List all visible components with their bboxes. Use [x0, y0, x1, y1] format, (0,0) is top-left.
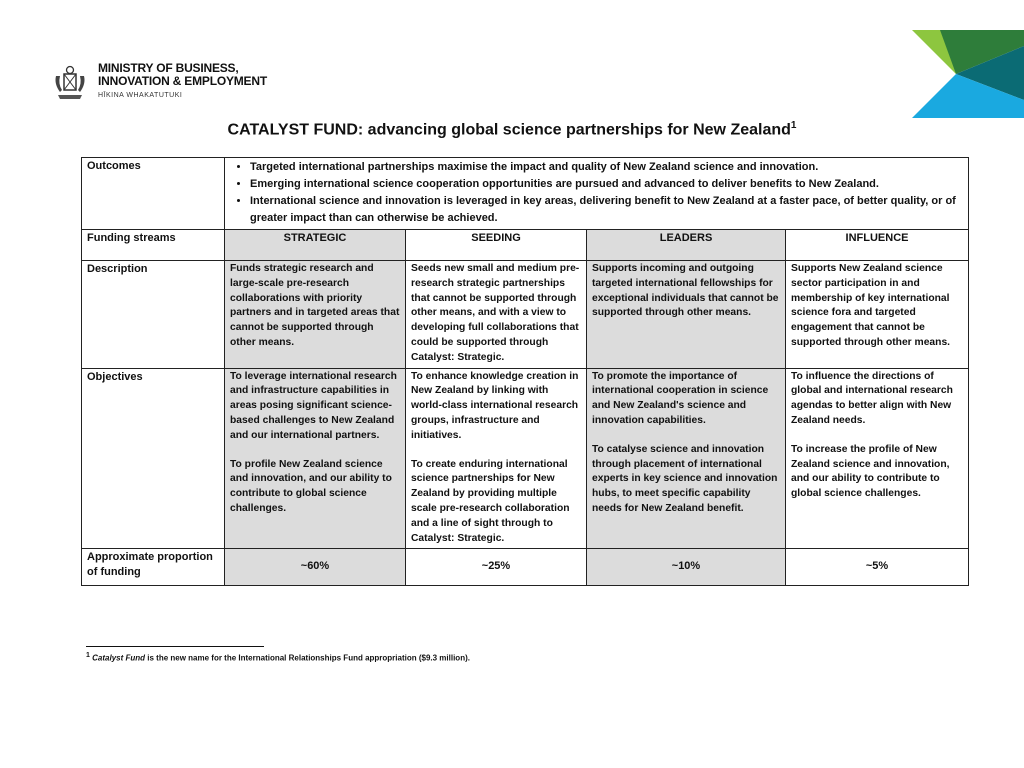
catalyst-fund-table	[81, 157, 969, 586]
proportion-influence: ~5%	[786, 549, 969, 586]
stream-seeding: SEEDING	[406, 230, 587, 261]
stream-leaders: LEADERS	[587, 230, 786, 261]
objective-text: To catalyse science and innovation through placement of international experts in key science and innovation hubs, to meet specific capability needs for New Zealand benefit.	[592, 443, 778, 514]
footnote-divider	[86, 646, 264, 647]
objective-text: To influence the directions of global and international research agendas to better align with New Zealand needs.	[791, 370, 953, 426]
description-row	[82, 261, 969, 369]
ministry-line-1: MINISTRY OF BUSINESS,	[98, 61, 239, 75]
funding-streams-row	[82, 230, 969, 261]
stream-influence: INFLUENCE	[786, 230, 969, 261]
objectives-strategic	[225, 368, 406, 549]
objective-text: To enhance knowledge creation in New Zealand by linking with world-class international research groups, infrastructure and initiatives.	[411, 370, 579, 441]
ministry-name	[98, 62, 267, 102]
objectives-label: Objectives	[82, 368, 225, 549]
title-text: CATALYST FUND: advancing global science partnerships for New Zealand	[227, 121, 791, 139]
objective-text: To promote the importance of international cooperation in science and New Zealand's science and innovation capabilities.	[592, 370, 769, 426]
footnote-ref: 1	[86, 652, 90, 659]
ministry-logo	[50, 62, 267, 102]
ministry-line-3: HĪKINA WHAKATUTUKI	[98, 92, 183, 99]
objectives-leaders	[587, 368, 786, 549]
description-influence: Supports New Zealand science sector participation in and membership of key international science fora and targeted engagement that cannot be supported through other means.	[786, 261, 969, 369]
mbie-chevron-graphic	[912, 30, 1024, 118]
objectives-row	[82, 368, 969, 549]
outcome-item: • International science and innovation is leveraged in key areas, delivering benefit to New Zealand at a faster pace, of better quality, or of greater impact than can otherwise be achieved.	[250, 193, 963, 227]
objective-text: To profile New Zealand science and innovation, and our ability to contribute to global science challenges.	[230, 458, 392, 514]
footnote-text: is the new name for the International Relationships Fund appropriation ($9.3 million).	[145, 653, 470, 663]
document-title	[0, 120, 1024, 139]
outcomes-row	[82, 158, 969, 230]
description-leaders: Supports incoming and outgoing targeted international fellowships for exceptional individuals that cannot be supported through other means.	[587, 261, 786, 369]
objectives-seeding	[406, 368, 587, 549]
outcome-item: • Emerging international science cooperation opportunities are pursued and advanced to deliver benefits to New Zealand.	[250, 176, 963, 193]
funding-streams-label: Funding streams	[82, 230, 225, 261]
title-footnote-ref: 1	[790, 120, 797, 131]
outcomes-list	[230, 159, 963, 227]
description-seeding: Seeds new small and medium pre-research strategic partnerships that cannot be supported through other means, and with a view to developing full collaborations that could be supported through Catalyst: Strategic.	[406, 261, 587, 369]
outcomes-label: Outcomes	[82, 158, 225, 230]
ministry-line-2: INNOVATION & EMPLOYMENT	[98, 74, 267, 88]
outcomes-cell	[225, 158, 969, 230]
proportion-strategic: ~60%	[225, 549, 406, 586]
objective-text: To increase the profile of New Zealand science and innovation, and our ability to contribute to global science challenges.	[791, 443, 950, 500]
outcome-item: • Targeted international partnerships maximise the impact and quality of New Zealand science and innovation.	[250, 159, 963, 176]
objective-text: To leverage international research and infrastructure capabilities in areas posing significant science-based challenges to New Zealand and our international partners.	[230, 370, 397, 441]
proportion-label: Approximate proportion of funding	[82, 549, 225, 586]
nz-coat-of-arms-icon	[50, 62, 90, 102]
description-label: Description	[82, 261, 225, 369]
footnote-fund-name: Catalyst Fund	[92, 653, 146, 663]
description-strategic: Funds strategic research and large-scale pre-research collaborations with priority partners and in targeted areas that cannot be supported through other means.	[225, 261, 406, 369]
proportion-row	[82, 549, 969, 586]
proportion-leaders: ~10%	[587, 549, 786, 586]
footnote	[86, 652, 470, 663]
objectives-influence	[786, 368, 969, 549]
proportion-seeding: ~25%	[406, 549, 587, 586]
objective-text: To create enduring international science partnerships for New Zealand by providing multiple scale pre-research collaboration and a line of sight through to Catalyst: Strategic.	[411, 458, 570, 544]
stream-strategic: STRATEGIC	[225, 230, 406, 261]
